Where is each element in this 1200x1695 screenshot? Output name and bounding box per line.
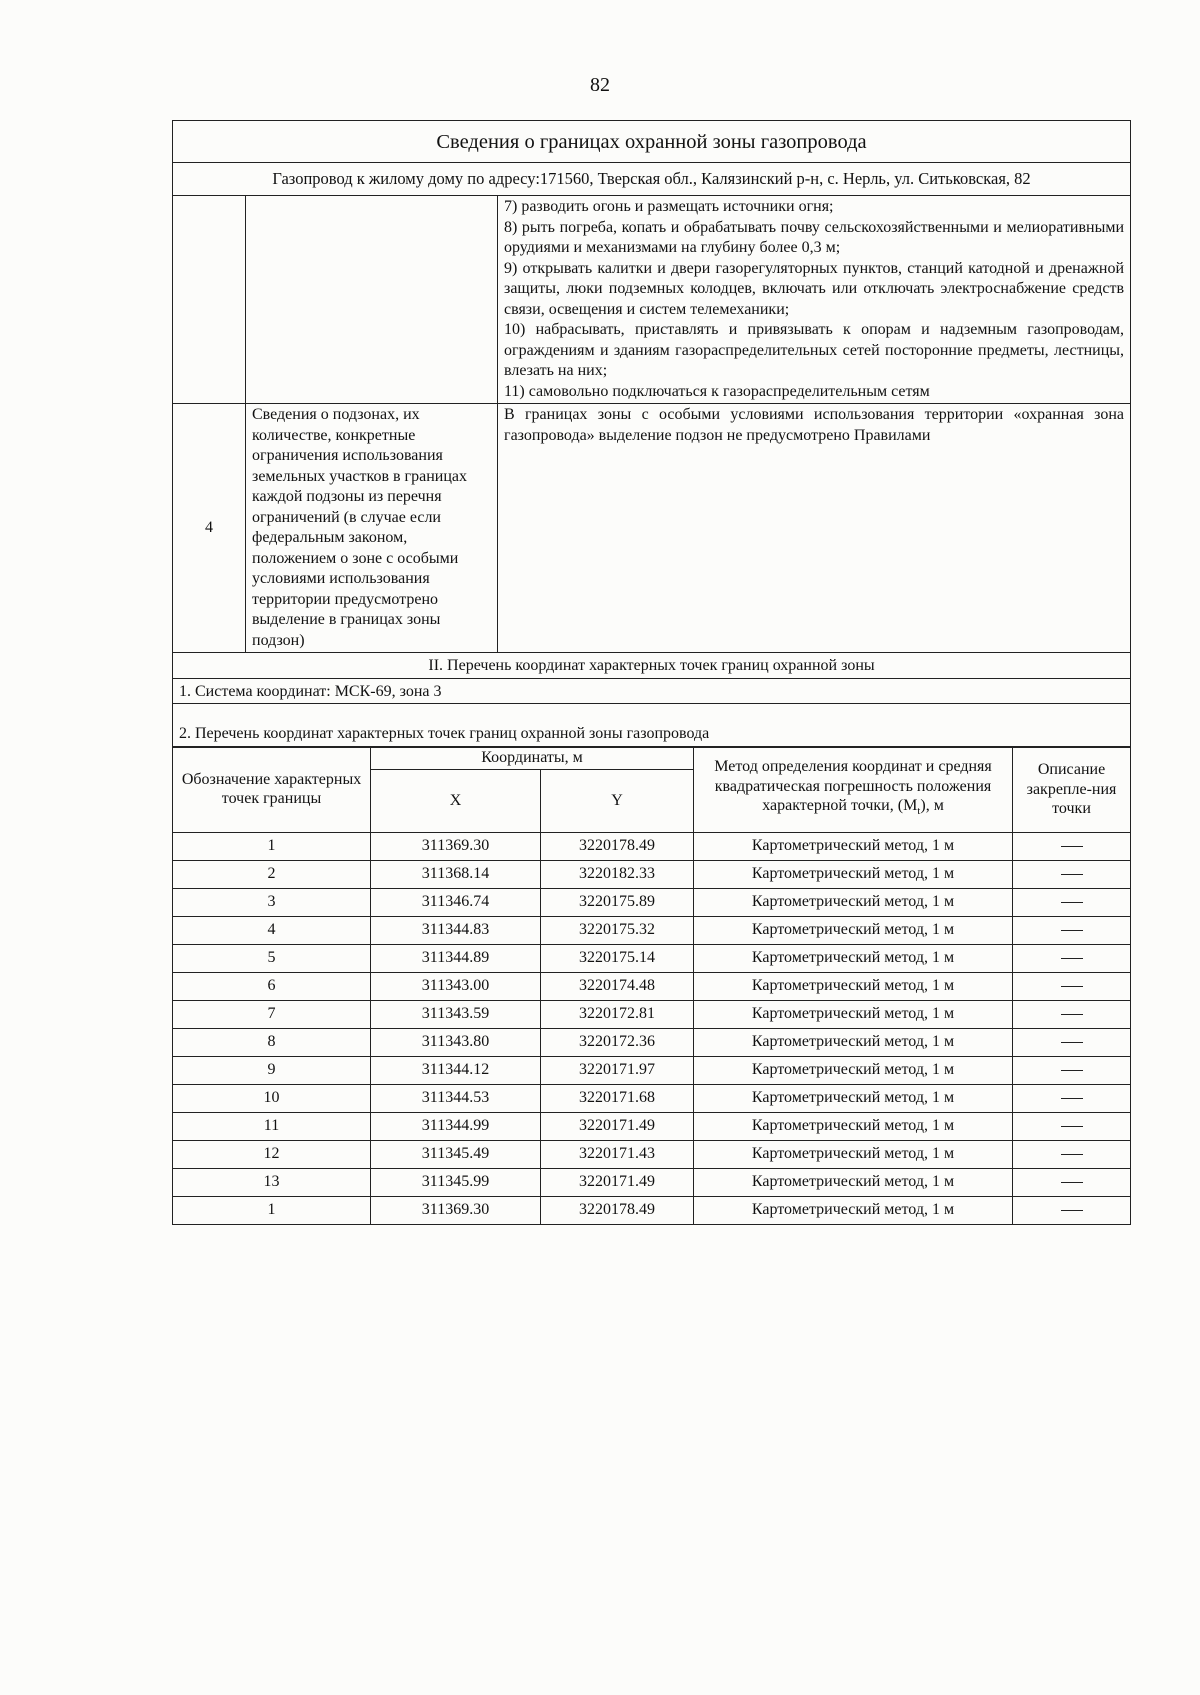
row-number: 4 [173, 404, 246, 653]
point-cell: 8 [173, 1028, 371, 1056]
method-cell: Картометрический метод, 1 м [694, 1084, 1013, 1112]
point-cell: 2 [173, 860, 371, 888]
header-y: Y [541, 769, 694, 832]
method-cell: Картометрический метод, 1 м [694, 1140, 1013, 1168]
header-point: Обозначение характерных точек границы [173, 746, 371, 832]
zone-info-table [172, 120, 1131, 748]
point-cell: 7 [173, 1000, 371, 1028]
dash-mark [1061, 1210, 1083, 1211]
fixing-cell [1013, 860, 1131, 888]
y-cell: 3220175.89 [541, 888, 694, 916]
row-number-continued [173, 196, 246, 404]
table-row [173, 860, 1131, 888]
x-cell: 311344.83 [371, 916, 541, 944]
dash-mark [1061, 1014, 1083, 1015]
table-row [173, 1000, 1131, 1028]
dash-mark [1061, 902, 1083, 903]
section-2-title: II. Перечень координат характерных точек границ охранной зоны [173, 653, 1131, 679]
method-cell: Картометрический метод, 1 м [694, 1028, 1013, 1056]
dash-mark [1061, 930, 1083, 931]
table-row [173, 1084, 1131, 1112]
table-row [173, 916, 1131, 944]
page-number: 82 [590, 74, 610, 96]
method-cell: Картометрический метод, 1 м [694, 916, 1013, 944]
method-cell: Картометрический метод, 1 м [694, 1056, 1013, 1084]
dash-mark [1061, 874, 1083, 875]
point-cell: 13 [173, 1168, 371, 1196]
point-cell: 1 [173, 832, 371, 860]
dash-mark [1061, 1126, 1083, 1127]
table-row [173, 832, 1131, 860]
x-cell: 311343.59 [371, 1000, 541, 1028]
method-cell: Картометрический метод, 1 м [694, 1196, 1013, 1224]
object-address: Газопровод к жилому дому по адресу:171560, Тверская обл., Калязинский р-н, с. Нерль, ул. Ситьковская, 82 [173, 162, 1131, 196]
point-cell: 3 [173, 888, 371, 916]
document-title: Сведения о границах охранной зоны газопровода [173, 121, 1131, 163]
dash-mark [1061, 1182, 1083, 1183]
x-cell: 311344.89 [371, 944, 541, 972]
coordinate-table [172, 746, 1131, 1225]
header-coordinates: Координаты, м [371, 746, 694, 769]
table-row [173, 888, 1131, 916]
table-row [173, 1056, 1131, 1084]
coordinate-rows [173, 832, 1131, 1224]
y-cell: 3220172.81 [541, 1000, 694, 1028]
point-cell: 1 [173, 1196, 371, 1224]
subzone-label: Сведения о подзонах, их количестве, конкретные ограничения использования земельных участков в границах каждой подзоны из перечня ограничений (в случае если федеральным законом, положением о зоне с особыми условиями использования территории предусмотрено выделение в границах зоны подзон) [246, 404, 498, 653]
fixing-cell [1013, 832, 1131, 860]
y-cell: 3220175.14 [541, 944, 694, 972]
table-row [173, 1112, 1131, 1140]
row-label-continued [246, 196, 498, 404]
fixing-cell [1013, 1000, 1131, 1028]
table-row [173, 1196, 1131, 1224]
method-cell: Картометрический метод, 1 м [694, 888, 1013, 916]
header-method: Метод определения координат и средняя квадратическая погрешность положения характерной точки, $(M_t)$, м [694, 746, 1013, 832]
y-cell: 3220171.68 [541, 1084, 694, 1112]
restrictions-list [498, 196, 1131, 404]
fixing-cell [1013, 1084, 1131, 1112]
dash-mark [1061, 986, 1083, 987]
dash-mark [1061, 1042, 1083, 1043]
header-fixing: Описание закрепле-ния точки [1013, 746, 1131, 832]
point-cell: 10 [173, 1084, 371, 1112]
y-cell: 3220175.32 [541, 916, 694, 944]
x-cell: 311369.30 [371, 1196, 541, 1224]
y-cell: 3220171.49 [541, 1112, 694, 1140]
point-cell: 11 [173, 1112, 371, 1140]
fixing-cell [1013, 944, 1131, 972]
x-cell: 311369.30 [371, 832, 541, 860]
y-cell: 3220178.49 [541, 1196, 694, 1224]
y-cell: 3220174.48 [541, 972, 694, 1000]
y-cell: 3220171.97 [541, 1056, 694, 1084]
point-cell: 4 [173, 916, 371, 944]
y-cell: 3220171.49 [541, 1168, 694, 1196]
y-cell: 3220172.36 [541, 1028, 694, 1056]
method-cell: Картометрический метод, 1 м [694, 832, 1013, 860]
dash-mark [1061, 958, 1083, 959]
x-cell: 311343.80 [371, 1028, 541, 1056]
table-row [173, 1168, 1131, 1196]
x-cell: 311344.99 [371, 1112, 541, 1140]
fixing-cell [1013, 1056, 1131, 1084]
restriction-item: 11) самовольно подключаться к газораспределительным сетям [504, 382, 930, 400]
fixing-cell [1013, 1028, 1131, 1056]
point-cell: 12 [173, 1140, 371, 1168]
table-row [173, 1140, 1131, 1168]
fixing-cell [1013, 1112, 1131, 1140]
x-cell: 311345.99 [371, 1168, 541, 1196]
point-cell: 9 [173, 1056, 371, 1084]
coordinate-system: 1. Система координат: МСК-69, зона 3 [173, 678, 1131, 704]
restriction-item: 9) открывать калитки и двери газорегуляторных пунктов, станций катодной и дренажной защиты, люки подземных колодцев, включать или отключать электроснабжение средств связи, освещения и систем телемеханики; [504, 259, 1125, 318]
y-cell: 3220178.49 [541, 832, 694, 860]
point-cell: 5 [173, 944, 371, 972]
table-row [173, 1028, 1131, 1056]
dash-mark [1061, 1070, 1083, 1071]
fixing-cell [1013, 972, 1131, 1000]
coordinate-list-title: 2. Перечень координат характерных точек границ охранной зоны газопровода [173, 724, 1131, 747]
method-cell: Картометрический метод, 1 м [694, 1112, 1013, 1140]
fixing-cell [1013, 1196, 1131, 1224]
x-cell: 311344.12 [371, 1056, 541, 1084]
table-row [173, 972, 1131, 1000]
dash-mark [1061, 1154, 1083, 1155]
fixing-cell [1013, 916, 1131, 944]
subzone-text: В границах зоны с особыми условиями использования территории «охранная зона газопровода» выделение подзон не предусмотрено Правилами [498, 404, 1131, 653]
table-row [173, 944, 1131, 972]
restriction-item: 8) рыть погреба, копать и обрабатывать почву сельскохозяйственными и мелиоративными орудиями и механизмами на глубину более 0,3 м; [504, 218, 1125, 256]
point-cell: 6 [173, 972, 371, 1000]
restriction-item: 10) набрасывать, приставлять и привязывать к опорам и надземным газопроводам, ограждениям и зданиям газораспределительных сетей посторонние предметы, лестницы, влезать на них; [504, 321, 1125, 379]
y-cell: 3220182.33 [541, 860, 694, 888]
x-cell: 311343.00 [371, 972, 541, 1000]
method-cell: Картометрический метод, 1 м [694, 944, 1013, 972]
method-cell: Картометрический метод, 1 м [694, 972, 1013, 1000]
zone-info-document [172, 120, 1130, 1225]
method-cell: Картометрический метод, 1 м [694, 1000, 1013, 1028]
x-cell: 311345.49 [371, 1140, 541, 1168]
x-cell: 311344.53 [371, 1084, 541, 1112]
method-cell: Картометрический метод, 1 м [694, 860, 1013, 888]
x-cell: 311368.14 [371, 860, 541, 888]
fixing-cell [1013, 1168, 1131, 1196]
x-cell: 311346.74 [371, 888, 541, 916]
dash-mark [1061, 1098, 1083, 1099]
method-cell: Картометрический метод, 1 м [694, 1168, 1013, 1196]
dash-mark [1061, 846, 1083, 847]
spacer-row [173, 704, 1131, 725]
y-cell: 3220171.43 [541, 1140, 694, 1168]
header-x: X [371, 769, 541, 832]
fixing-cell [1013, 888, 1131, 916]
fixing-cell [1013, 1140, 1131, 1168]
restriction-item: 7) разводить огонь и размещать источники огня; [504, 198, 834, 215]
